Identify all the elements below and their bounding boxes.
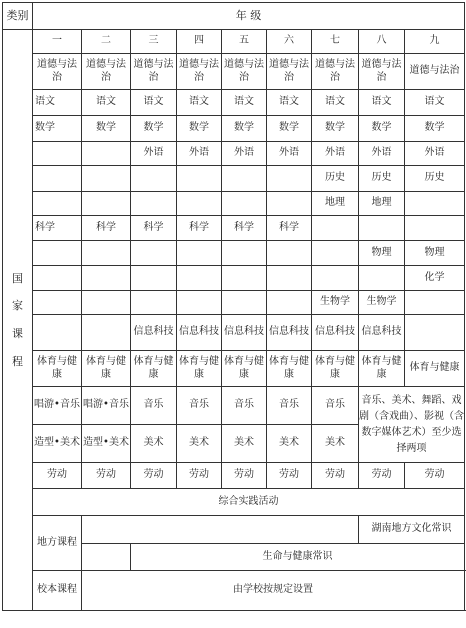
grade-3: 三 xyxy=(131,30,177,54)
art-g4: 美术 xyxy=(177,425,222,463)
pe-g8: 体育与健康 xyxy=(359,351,405,387)
labor-g8: 劳动 xyxy=(359,463,405,489)
pe-g1: 体育与健康 xyxy=(33,351,82,387)
math-g3: 数学 xyxy=(131,116,177,142)
empty-cell xyxy=(312,216,359,241)
empty-cell xyxy=(82,166,131,192)
foreign-g9: 外语 xyxy=(405,142,465,166)
math-g6: 数学 xyxy=(267,116,312,142)
empty-cell xyxy=(267,192,312,216)
grade-6: 六 xyxy=(267,30,312,54)
grade-5: 五 xyxy=(222,30,267,54)
labor-g9: 劳动 xyxy=(405,463,465,489)
ethics-g9: 道德与法治 xyxy=(405,54,465,90)
labor-g1: 劳动 xyxy=(33,463,82,489)
ethics-g3: 道德与法治 xyxy=(131,54,177,90)
grade-1: 一 xyxy=(33,30,82,54)
geography-g7: 地理 xyxy=(312,192,359,216)
empty-cell xyxy=(405,315,465,351)
chinese-g8: 语文 xyxy=(359,90,405,116)
empty-cell xyxy=(177,266,222,291)
foreign-g8: 外语 xyxy=(359,142,405,166)
labor-g4: 劳动 xyxy=(177,463,222,489)
grade-4: 四 xyxy=(177,30,222,54)
empty-cell xyxy=(82,266,131,291)
empty-cell xyxy=(131,291,177,315)
ethics-g6: 道德与法治 xyxy=(267,54,312,90)
empty-cell xyxy=(312,266,359,291)
music-g4: 音乐 xyxy=(177,387,222,425)
empty-cell xyxy=(33,142,82,166)
foreign-g4: 外语 xyxy=(177,142,222,166)
science-g5: 科学 xyxy=(222,216,267,241)
chemistry-g9: 化学 xyxy=(405,266,465,291)
ethics-g8: 道德与法治 xyxy=(359,54,405,90)
empty-cell xyxy=(82,516,359,544)
empty-cell xyxy=(82,241,131,266)
chinese-g9: 语文 xyxy=(405,90,465,116)
empty-cell xyxy=(33,166,82,192)
chinese-g6: 语文 xyxy=(267,90,312,116)
it-g3: 信息科技 xyxy=(131,315,177,351)
chinese-g3: 语文 xyxy=(131,90,177,116)
empty-cell xyxy=(82,544,131,571)
pe-g5: 体育与健康 xyxy=(222,351,267,387)
math-g5: 数学 xyxy=(222,116,267,142)
math-g9: 数学 xyxy=(405,116,465,142)
pe-g2: 体育与健康 xyxy=(82,351,131,387)
foreign-g6: 外语 xyxy=(267,142,312,166)
music-g3: 音乐 xyxy=(131,387,177,425)
science-g6: 科学 xyxy=(267,216,312,241)
pe-g6: 体育与健康 xyxy=(267,351,312,387)
math-g7: 数学 xyxy=(312,116,359,142)
pe-g7: 体育与健康 xyxy=(312,351,359,387)
pe-g3: 体育与健康 xyxy=(131,351,177,387)
shape-art-g1: 造型•美术 xyxy=(33,425,82,463)
history-g9: 历史 xyxy=(405,166,465,192)
science-g4: 科学 xyxy=(177,216,222,241)
physics-g8: 物理 xyxy=(359,241,405,266)
math-g2: 数学 xyxy=(82,116,131,142)
chinese-g2: 语文 xyxy=(82,90,131,116)
empty-cell xyxy=(222,291,267,315)
empty-cell xyxy=(312,241,359,266)
chinese-g1: 语文 xyxy=(33,90,82,116)
empty-cell xyxy=(359,216,405,241)
history-g7: 历史 xyxy=(312,166,359,192)
empty-cell xyxy=(405,192,465,216)
it-g6: 信息科技 xyxy=(267,315,312,351)
labor-g2: 劳动 xyxy=(82,463,131,489)
labor-g5: 劳动 xyxy=(222,463,267,489)
pe-g4: 体育与健康 xyxy=(177,351,222,387)
empty-cell xyxy=(82,192,131,216)
empty-cell xyxy=(131,192,177,216)
it-g4: 信息科技 xyxy=(177,315,222,351)
empty-cell xyxy=(267,266,312,291)
chinese-g4: 语文 xyxy=(177,90,222,116)
empty-cell xyxy=(131,166,177,192)
ethics-g4: 道德与法治 xyxy=(177,54,222,90)
music-g6: 音乐 xyxy=(267,387,312,425)
school-curriculum-text: 由学校按规定设置 xyxy=(82,571,465,611)
ethics-g1: 道德与法治 xyxy=(33,54,82,90)
grade-7: 七 xyxy=(312,30,359,54)
it-g8: 信息科技 xyxy=(359,315,405,351)
foreign-g5: 外语 xyxy=(222,142,267,166)
empty-cell xyxy=(33,291,82,315)
labor-g6: 劳动 xyxy=(267,463,312,489)
science-g3: 科学 xyxy=(131,216,177,241)
hunan-culture: 湖南地方文化常识 xyxy=(359,516,465,544)
empty-cell xyxy=(177,166,222,192)
shape-art-g2: 造型•美术 xyxy=(82,425,131,463)
comprehensive-practice: 综合实践活动 xyxy=(33,489,465,516)
labor-g3: 劳动 xyxy=(131,463,177,489)
chinese-g5: 语文 xyxy=(222,90,267,116)
life-health: 生命与健康常识 xyxy=(131,544,465,571)
art-g5: 美术 xyxy=(222,425,267,463)
empty-cell xyxy=(267,166,312,192)
empty-cell xyxy=(33,241,82,266)
geography-g8: 地理 xyxy=(359,192,405,216)
pe-g9: 体育与健康 xyxy=(405,351,465,387)
ethics-g2: 道德与法治 xyxy=(82,54,131,90)
music-g5: 音乐 xyxy=(222,387,267,425)
it-g7: 信息科技 xyxy=(312,315,359,351)
it-g5: 信息科技 xyxy=(222,315,267,351)
empty-cell xyxy=(82,315,131,351)
grade-2: 二 xyxy=(82,30,131,54)
curriculum-table xyxy=(2,2,465,611)
empty-cell xyxy=(177,241,222,266)
local-curriculum-label: 地方课程 xyxy=(33,516,82,571)
arts-choice-g8-g9: 音乐、美术、舞蹈、戏剧（含戏曲）、影视（含数字媒体艺术）至少选择两项 xyxy=(359,387,465,463)
art-g7: 美术 xyxy=(312,425,359,463)
empty-cell xyxy=(131,266,177,291)
ethics-g5: 道德与法治 xyxy=(222,54,267,90)
empty-cell xyxy=(82,291,131,315)
empty-cell xyxy=(33,192,82,216)
empty-cell xyxy=(177,291,222,315)
empty-cell xyxy=(222,266,267,291)
math-g1: 数学 xyxy=(33,116,82,142)
music-g7: 音乐 xyxy=(312,387,359,425)
empty-cell xyxy=(131,241,177,266)
science-g2: 科学 xyxy=(82,216,131,241)
sing-music-g1: 唱游•音乐 xyxy=(33,387,82,425)
sing-music-g2: 唱游•音乐 xyxy=(82,387,131,425)
empty-cell xyxy=(33,266,82,291)
biology-g8: 生物学 xyxy=(359,291,405,315)
math-g4: 数学 xyxy=(177,116,222,142)
national-curriculum-label: 国 家 课 程 xyxy=(3,30,33,611)
math-g8: 数学 xyxy=(359,116,405,142)
empty-cell xyxy=(177,192,222,216)
empty-cell xyxy=(267,241,312,266)
empty-cell xyxy=(222,241,267,266)
empty-cell xyxy=(267,291,312,315)
art-g6: 美术 xyxy=(267,425,312,463)
physics-g9: 物理 xyxy=(405,241,465,266)
empty-cell xyxy=(359,266,405,291)
chinese-g7: 语文 xyxy=(312,90,359,116)
empty-cell xyxy=(33,315,82,351)
art-g3: 美术 xyxy=(131,425,177,463)
empty-cell xyxy=(405,291,465,315)
grade-9: 九 xyxy=(405,30,465,54)
biology-g7: 生物学 xyxy=(312,291,359,315)
grade-8: 八 xyxy=(359,30,405,54)
empty-cell xyxy=(405,216,465,241)
ethics-g7: 道德与法治 xyxy=(312,54,359,90)
empty-cell xyxy=(82,142,131,166)
labor-g7: 劳动 xyxy=(312,463,359,489)
history-g8: 历史 xyxy=(359,166,405,192)
grade-header: 年 级 xyxy=(33,3,465,30)
foreign-g3: 外语 xyxy=(131,142,177,166)
empty-cell xyxy=(222,192,267,216)
empty-cell xyxy=(222,166,267,192)
school-curriculum-label: 校本课程 xyxy=(33,571,82,611)
science-g1: 科学 xyxy=(33,216,82,241)
category-header: 类别 xyxy=(3,3,33,30)
foreign-g7: 外语 xyxy=(312,142,359,166)
